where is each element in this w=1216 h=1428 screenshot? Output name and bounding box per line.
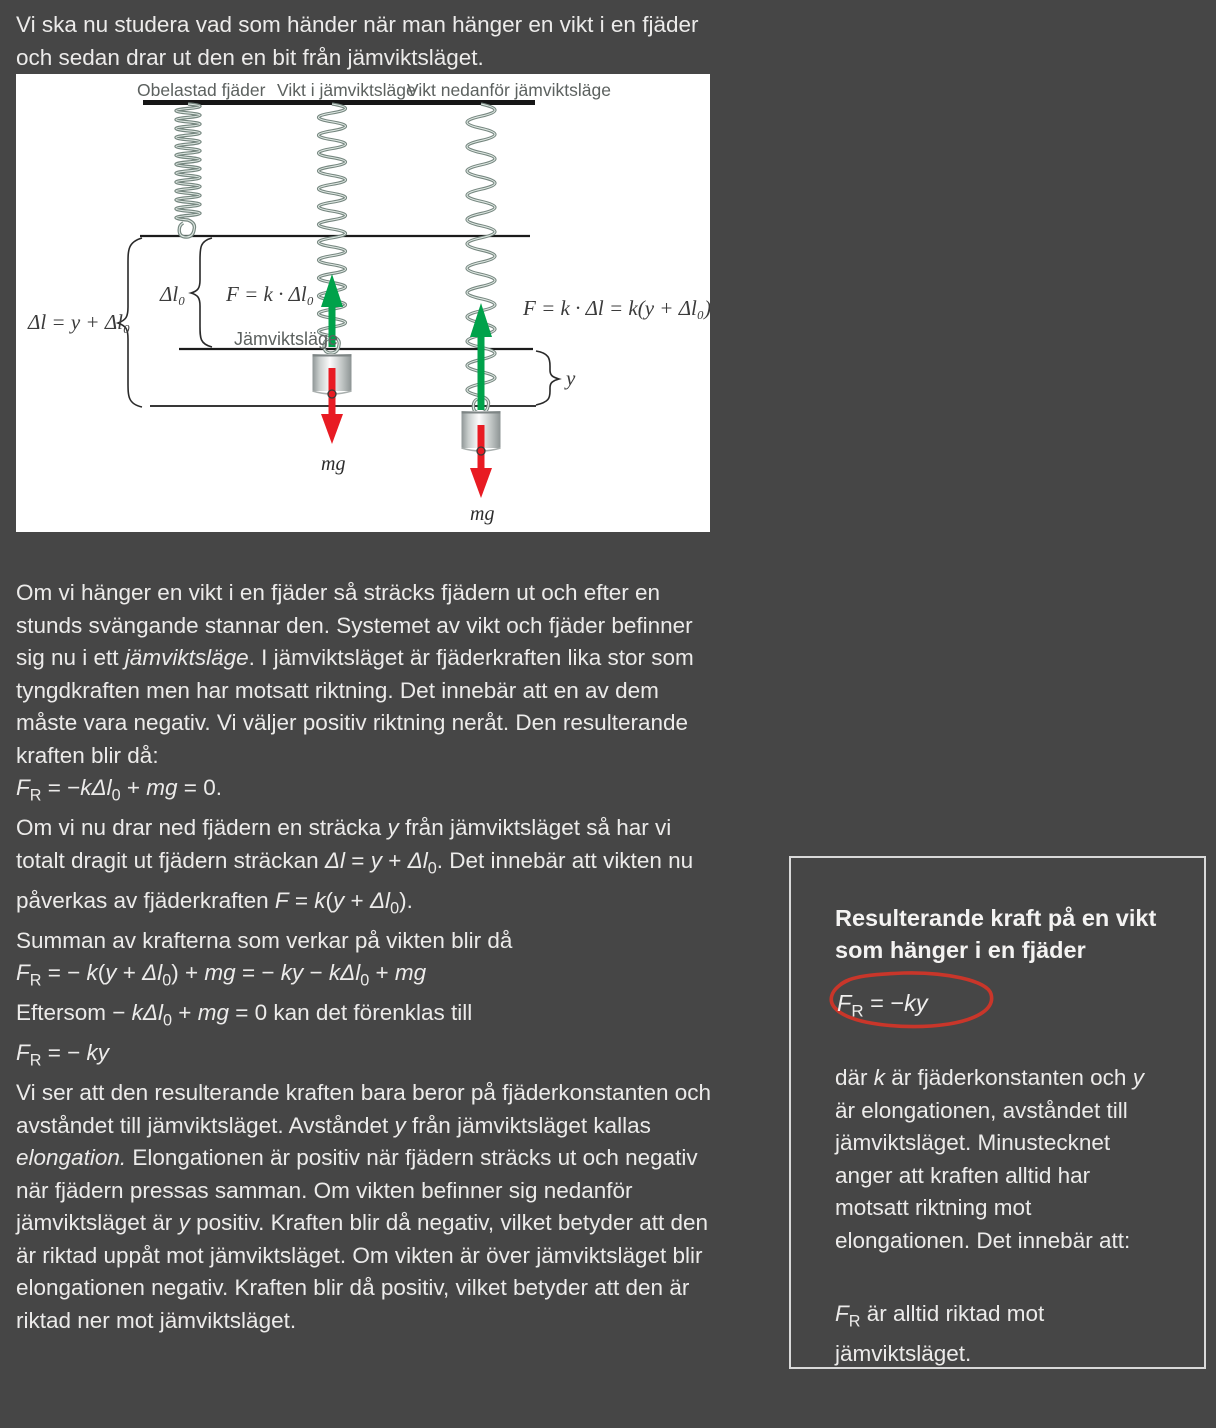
eq-force-equilibrium: F = k · Δl₀ bbox=[226, 282, 315, 306]
eq-dl0-label: Δl₀ bbox=[160, 282, 186, 306]
label-weight-equilibrium: Vikt i jämviktsläge bbox=[277, 80, 416, 100]
paragraph-elongation: Vi ser att den resulterande kraften bara beror på fjäderkonstanten och avståndet till jämviktsläget. Avståndet y från jämviktsläget kallas elongation. Elongationen är positiv när fjädern sträcks ut och negativ när fjädern pressas samman. Om vikten befinner sig nedanför jämviktsläget är y positiv. Kraften blir då negativ, vilket betyder att den är riktad uppåt mot jämviktsläget. Om vikten är över jämviktsläget blir elongationen negativ. Kraften blir då positiv, vilket betyder att den är riktad ner mot jämviktsläget. bbox=[16, 1080, 712, 1333]
infobox-formula: $F_R = -ky$ bbox=[837, 990, 928, 1021]
paragraph-equilibrium: Om vi hänger en vikt i en fjäder så sträcks fjädern ut och efter en stunds svängande stannar den. Systemet av vikt och fjäder befinner sig nu i ett jämviktsläge. I jämviktsläget är fjäderkraften lika stor som tyngdkraften men har motsatt riktning. Det innebär att en av dem måste vara negativ. Vi väljer positiv riktning neråt. Den resulterande kraften blir då: $F_R = -k\Delta l_0$ + mg = 0. bbox=[16, 580, 694, 805]
mg-label-below: mg bbox=[470, 503, 495, 525]
paragraph-pulled-down: Om vi nu drar ned fjädern en sträcka y från jämviktsläget så har vi totalt dragit ut fjädern sträckan $\Delta l = y + \Delta l_0$. Det innebär att vikten nu påverkas av fjäderkraften $F = k(y + \Delta l_0)$. bbox=[16, 815, 694, 917]
infobox-formula-row bbox=[835, 979, 1168, 1037]
equilibrium-line-label: Jämviktsläge bbox=[234, 329, 339, 349]
eq-force-below: F = k · Δl = k(y + Δl₀) bbox=[523, 296, 710, 320]
spring-unloaded bbox=[176, 104, 200, 237]
main-column bbox=[16, 9, 712, 1337]
paragraph-force-sum: Summan av krafterna som verkar på vikten blir då $F_R$ = − $k(y + \Delta l_0)$ + mg = − ky − kΔl$_0$ + mg Eftersom − kΔl$_0$ + mg = 0 kan det förenklas till $F_R$ = − ky bbox=[16, 927, 513, 1070]
elongation-brace bbox=[536, 351, 559, 405]
infobox-body: där k är fjäderkonstanten och y är elongationen, avståndet till jämviktsläget. Minustecknet anger att kraften alltid har motsatt riktning mot elongationen. Det innebär att: bbox=[835, 1065, 1144, 1253]
spring-diagram-svg bbox=[16, 74, 710, 532]
spring-figure bbox=[16, 74, 710, 532]
intro-paragraph: Vi ska nu studera vad som händer när man hänger en vikt i en fjäder och sedan drar ut den en bit från jämviktsläget. bbox=[16, 12, 699, 70]
resultant-force-infobox bbox=[789, 856, 1206, 1369]
elongation-y-label: y bbox=[566, 366, 576, 390]
eq-total-extension: Δl = y + Δl₀ bbox=[28, 310, 131, 334]
label-unloaded-spring: Obelastad fjäder bbox=[137, 80, 266, 100]
infobox-note: $F_R$ är alltid riktad mot jämviktsläget. bbox=[835, 1301, 1045, 1366]
dl0-brace bbox=[191, 238, 212, 347]
label-weight-below-equilibrium: Vikt nedanför jämviktsläge bbox=[407, 80, 611, 100]
infobox-title: Resulterande kraft på en vikt som hänger i en fjäder bbox=[835, 905, 1157, 963]
mg-label-equilibrium: mg bbox=[321, 453, 346, 475]
